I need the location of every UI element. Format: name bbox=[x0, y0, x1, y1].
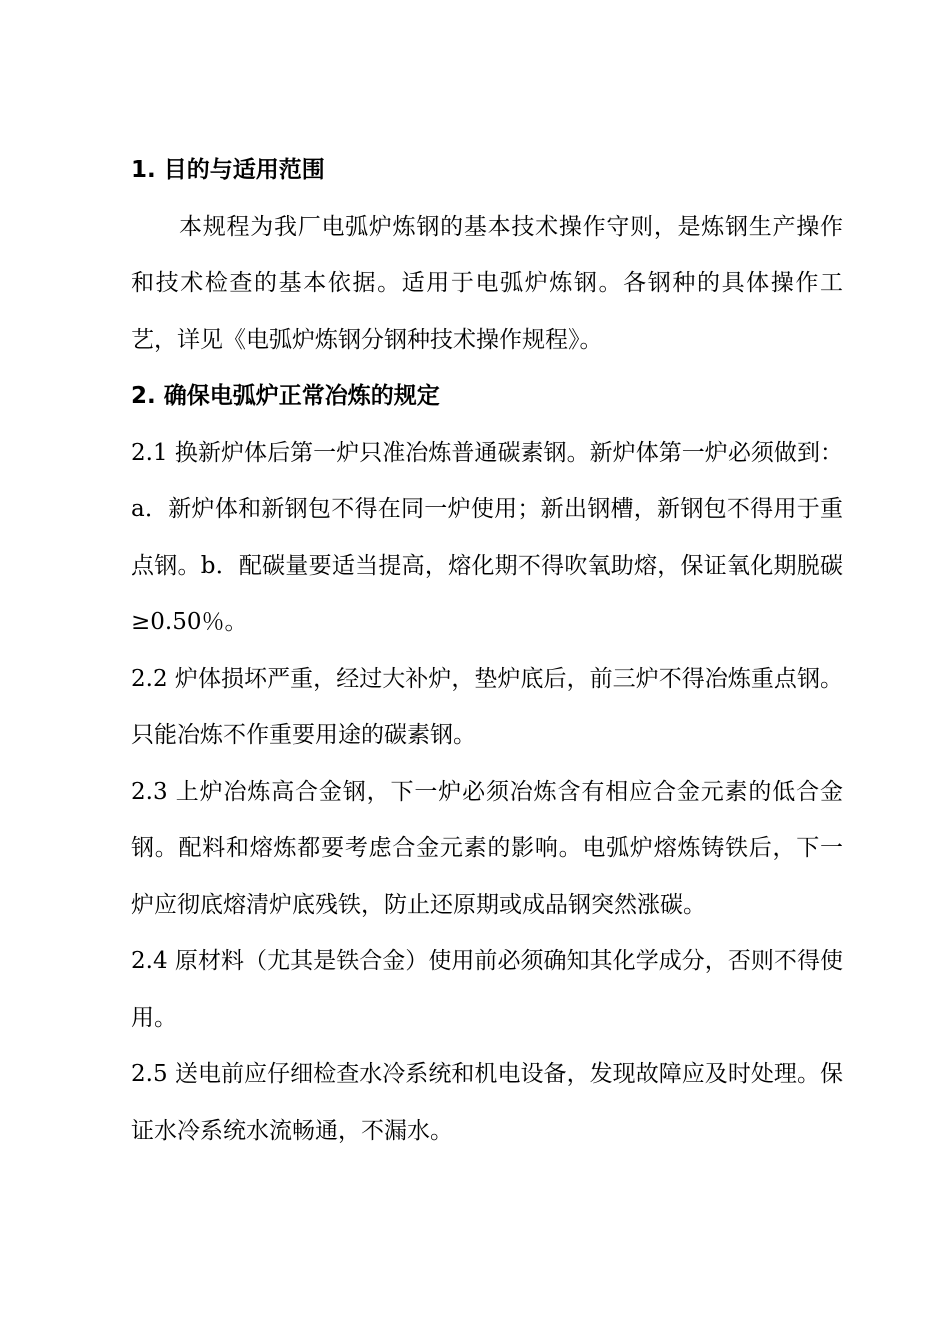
section-heading-purpose: 1. 目的与适用范围 bbox=[131, 157, 325, 183]
section-heading-rules: 2. 确保电弧炉正常冶炼的规定 bbox=[131, 383, 440, 409]
paragraph-scope: 本规程为我厂电弧炉炼钢的基本技术操作守则，是炼钢生产操作和技术检查的基本依据。适用于电弧炉炼钢。各钢种的具体操作工艺，详见《电弧炉炼钢分钢种技术操作规程》。 bbox=[131, 213, 843, 353]
document-page bbox=[131, 142, 843, 1159]
paragraph-2-2: 2.2 炉体损坏严重，经过大补炉，垫炉底后，前三炉不得冶炼重点钢。只能冶炼不作重要用途的碳素钢。 bbox=[131, 665, 843, 748]
paragraph-2-5: 2.5 送电前应仔细检查水冷系统和机电设备，发现故障应及时处理。保证水冷系统水流畅通，不漏水。 bbox=[131, 1061, 843, 1144]
paragraph-2-4: 2.4 原材料（尤其是铁合金）使用前必须确知其化学成分，否则不得使用。 bbox=[131, 948, 843, 1031]
paragraph-2-3: 2.3 上炉冶炼高合金钢，下一炉必须冶炼含有相应合金元素的低合金钢。配料和熔炼都要考虑合金元素的影响。电弧炉熔炼铸铁后，下一炉应彻底熔清炉底残铁，防止还原期或成品钢突然涨碳。 bbox=[131, 778, 843, 918]
paragraph-2-1: 2.1 换新炉体后第一炉只准冶炼普通碳素钢。新炉体第一炉必须做到：a．新炉体和新钢包不得在同一炉使用；新出钢槽，新钢包不得用于重点钢。b．配碳量要适当提高，熔化期不得吹氧助熔，保证氧化期脱碳≥0.50％。 bbox=[131, 439, 843, 635]
